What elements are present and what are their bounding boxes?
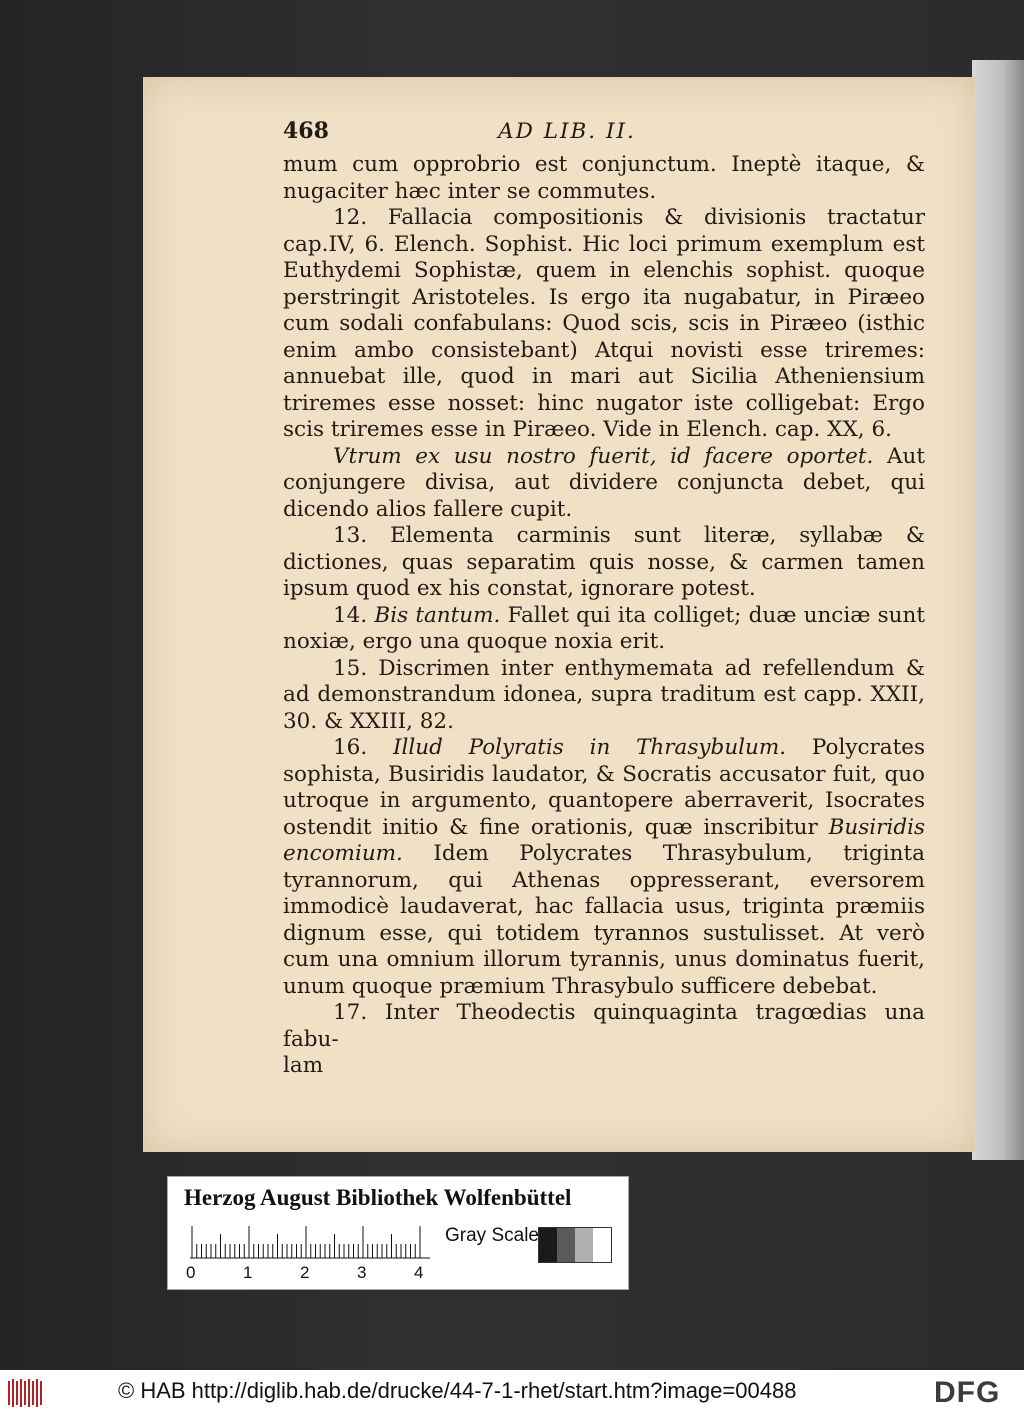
lemma-commentary: Fallet qui ita colliget; duæ unciæ sunt noxiæ, ergo una quoque noxia erit. (283, 602, 926, 654)
grayscale-label: Gray Scale (445, 1225, 539, 1246)
ruler-ticks (190, 1225, 430, 1259)
swatch-dark-gray (557, 1228, 575, 1262)
page-edge (972, 60, 1024, 1160)
swatch-light-gray (575, 1228, 593, 1262)
paragraph-17: 17. Inter Theodectis quinquaginta tragœdias una fabu- (283, 1000, 925, 1052)
paragraph-14 (283, 603, 925, 656)
catchword: lam (283, 1053, 324, 1078)
commentary-text-2: Idem Polycrates Thrasybulum, triginta tyrannorum, qui Athenas oppresserant, eversorem immodicè laudaverat, hac fallacia usus, triginta præmiis dignum esse, qui totidem tyrannos sustulisset. At verò cum una omnium illorum tyrannis, unus dominatus fuerit, unum quoque præmium Thrasybulo sufficere debebat. (283, 841, 925, 999)
paragraph-lemma (283, 444, 925, 524)
lemma-text: Illud Polyratis in Thrasybulum. (392, 735, 787, 760)
paragraph-12: 12. Fallacia compositionis & divisionis tractatur cap.IV, 6. Elench. Sophist. Hic loci primum exemplum est Euthydemi Sophistæ, quem in elenchis sophist. quoque perstringit Aristoteles. Is ergo ita nugabatur, in Piræeo cum sodali confabulans: Quod scis, scis in Piræeo (isthic enim ambo consistebant) Atqui novisti esse triremes: annuebat ille, quod in mari aut Sicilia Atheniensium triremes esse nosset: hinc nugator iste colligebat: Ergo scis triremes esse in Piræeo. Vide in Elench. cap. XX, 6. (283, 205, 925, 442)
paragraph-13: 13. Elementa carminis sunt literæ, syllabæ & dictiones, quas separatim quis nosse, & carmen tamen ipsum quod ex his constat, ignorare potest. (283, 523, 925, 601)
lemma-text: Vtrum ex usu nostro fuerit, id facere oportet. (333, 443, 874, 469)
paragraph-number: 14. (333, 602, 368, 628)
ruler-labels (186, 1263, 446, 1283)
running-head (283, 118, 925, 152)
swatch-black (539, 1228, 557, 1262)
ruler-label-0: 0 (186, 1263, 196, 1282)
copyright-url: © HAB http://diglib.hab.de/drucke/44-7-1-rhet/start.htm?image=00488 (118, 1378, 797, 1403)
page-text (283, 118, 925, 1080)
dfg-logo: DFG (934, 1376, 1001, 1409)
ruler-label-4: 4 (414, 1263, 424, 1282)
paragraph-number: 16. (333, 735, 368, 760)
running-title: AD LIB. II. (498, 119, 636, 144)
commentary-text: Polycrates sophista, Busiridis laudator, & Socratis accusator fuit, quo utroque in argumento, quantopere aberraverit, Isocrates ostendit initio & fine orationis, quæ inscribitur (283, 735, 925, 840)
ruler-label-3: 3 (357, 1263, 367, 1282)
footer (0, 1370, 1024, 1416)
paragraph-continuation: mum cum opprobrio est conjunctum. Ineptè itaque, & nugaciter hæc inter se commutes. (283, 152, 925, 204)
hab-logo-icon (6, 1377, 46, 1409)
lemma-text: Bis tantum. (374, 602, 501, 628)
ruler-label-1: 1 (243, 1263, 253, 1282)
ruler (190, 1225, 430, 1259)
paragraph-15: 15. Discrimen inter enthymemata ad refellendum & ad demonstrandum idonea, supra traditum est capp. XXII, 30. & XXIII, 82. (283, 655, 925, 734)
work-title: Busiridis encomium. (283, 814, 925, 866)
lemma-commentary: Aut conjungere divisa, aut dividere conjuncta debet, qui dicendo alios fallere cupit. (283, 443, 925, 522)
card-title: Herzog August Bibliothek Wolfenbüttel (184, 1185, 572, 1210)
paragraph-16 (283, 735, 925, 1000)
swatch-white (593, 1228, 611, 1262)
color-calibration-card (167, 1176, 629, 1290)
page-number: 468 (283, 118, 329, 144)
gray-swatches (538, 1227, 612, 1263)
ruler-label-2: 2 (300, 1263, 310, 1282)
